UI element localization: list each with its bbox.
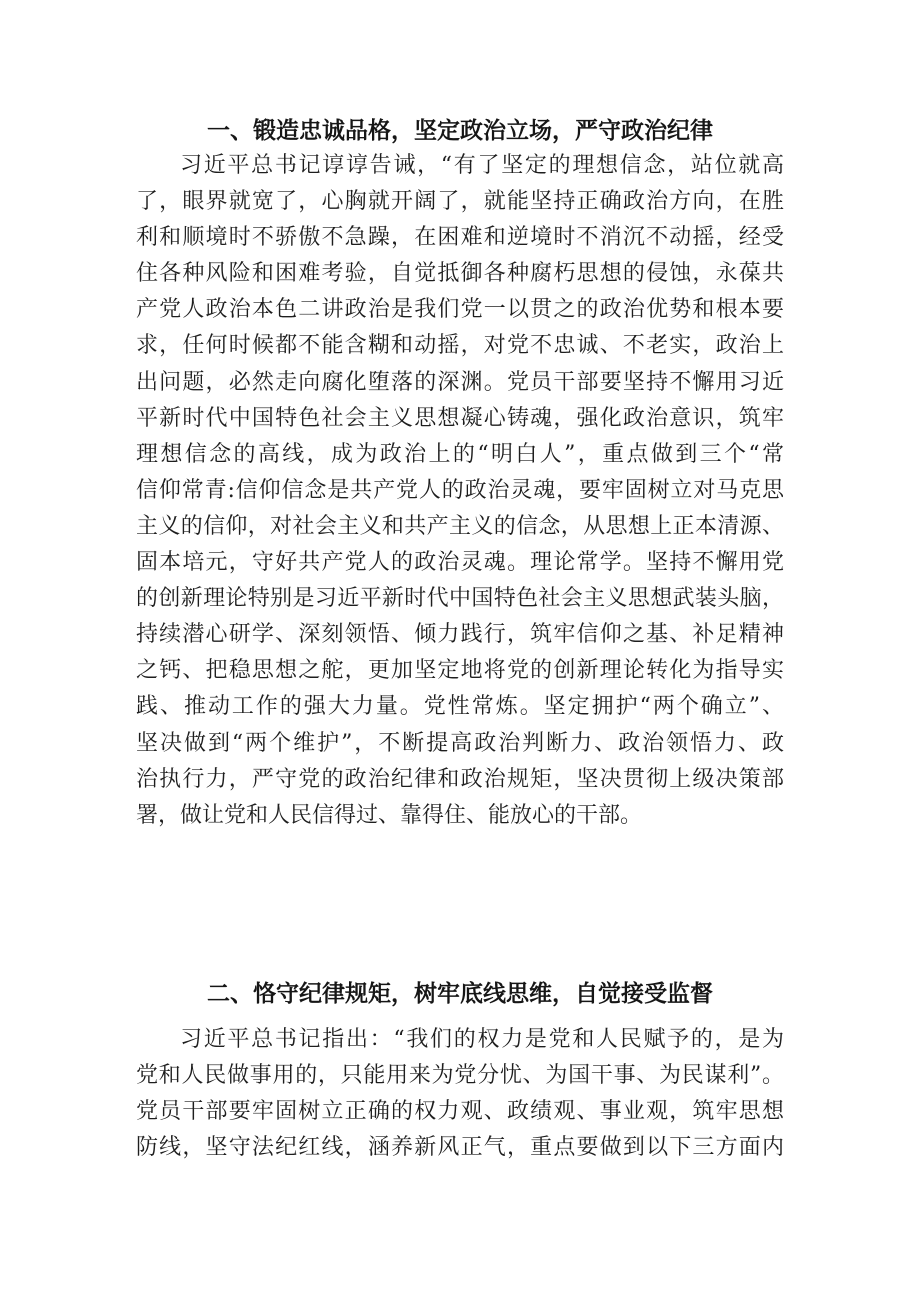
section-2-paragraph — [136, 1022, 784, 1166]
text-line: 了，眼界就宽了，心胸就开阔了，就能坚持正确政治方向，在胜 — [136, 189, 784, 215]
text-line: 理想信念的高线，成为政治上的“明白人”，重点做到三个“常 — [136, 441, 784, 467]
section-2-heading: 二、恪守纪律规矩，树牢底线思维，自觉接受监督 — [207, 981, 713, 1007]
text-line: 求，任何时候都不能含糊和动摇，对党不忠诚、不老实，政治上 — [136, 333, 784, 359]
text-line: 习近平总书记指出：“我们的权力是党和人民赋予的，是为 — [180, 1027, 784, 1052]
text-line: 之钙、把稳思想之舵，更加坚定地将党的创新理论转化为指导实 — [136, 658, 784, 684]
text-line: 产党人政治本色二讲政治是我们党一以贯之的政治优势和根本要 — [136, 297, 784, 323]
text-line: 党员干部要牢固树立正确的权力观、政绩观、事业观，筑牢思想 — [136, 1099, 784, 1125]
section-1-paragraph — [136, 148, 784, 834]
text-line: 利和顺境时不骄傲不急躁，在困难和逆境时不消沉不动摇，经受 — [136, 225, 784, 251]
text-line: 出问题，必然走向腐化堕落的深渊。党员干部要坚持不懈用习近 — [136, 369, 784, 395]
text-line: 主义的信仰，对社会主义和共产主义的信念，从思想上正本清源、 — [136, 513, 784, 539]
text-line: 践、推动工作的强大力量。党性常炼。坚定拥护“两个确立”、 — [136, 694, 784, 720]
text-line: 信仰常青:信仰信念是共产党人的政治灵魂，要牢固树立对马克思 — [136, 477, 784, 503]
text-line: 平新时代中国特色社会主义思想凝心铸魂，强化政治意识，筑牢 — [136, 405, 784, 431]
text-line: 习近平总书记谆谆告诫，“有了坚定的理想信念，站位就高 — [180, 153, 784, 178]
section-1-heading: 一、锻造忠诚品格，坚定政治立场，严守政治纪律 — [207, 118, 713, 144]
text-line: 坚决做到“两个维护”，不断提高政治判断力、政治领悟力、政 — [136, 730, 784, 756]
text-line: 治执行力，严守党的政治纪律和政治规矩，坚决贯彻上级决策部 — [136, 766, 784, 792]
text-line: 住各种风险和困难考验，自觉抵御各种腐朽思想的侵蚀，永葆共 — [136, 261, 784, 287]
text-line: 署，做让党和人民信得过、靠得住、能放心的干部。 — [136, 802, 643, 828]
text-line: 持续潜心研学、深刻领悟、倾力践行，筑牢信仰之基、补足精神 — [136, 622, 784, 648]
text-line: 的创新理论特别是习近平新时代中国特色社会主义思想武装头脑， — [136, 586, 784, 612]
text-line: 党和人民做事用的，只能用来为党分忧、为国干事、为民谋利”。 — [136, 1063, 784, 1089]
text-line: 防线，坚守法纪红线，涵养新风正气，重点要做到以下三方面内 — [136, 1135, 784, 1161]
text-line: 固本培元，守好共产党人的政治灵魂。理论常学。坚持不懈用党 — [136, 550, 784, 576]
